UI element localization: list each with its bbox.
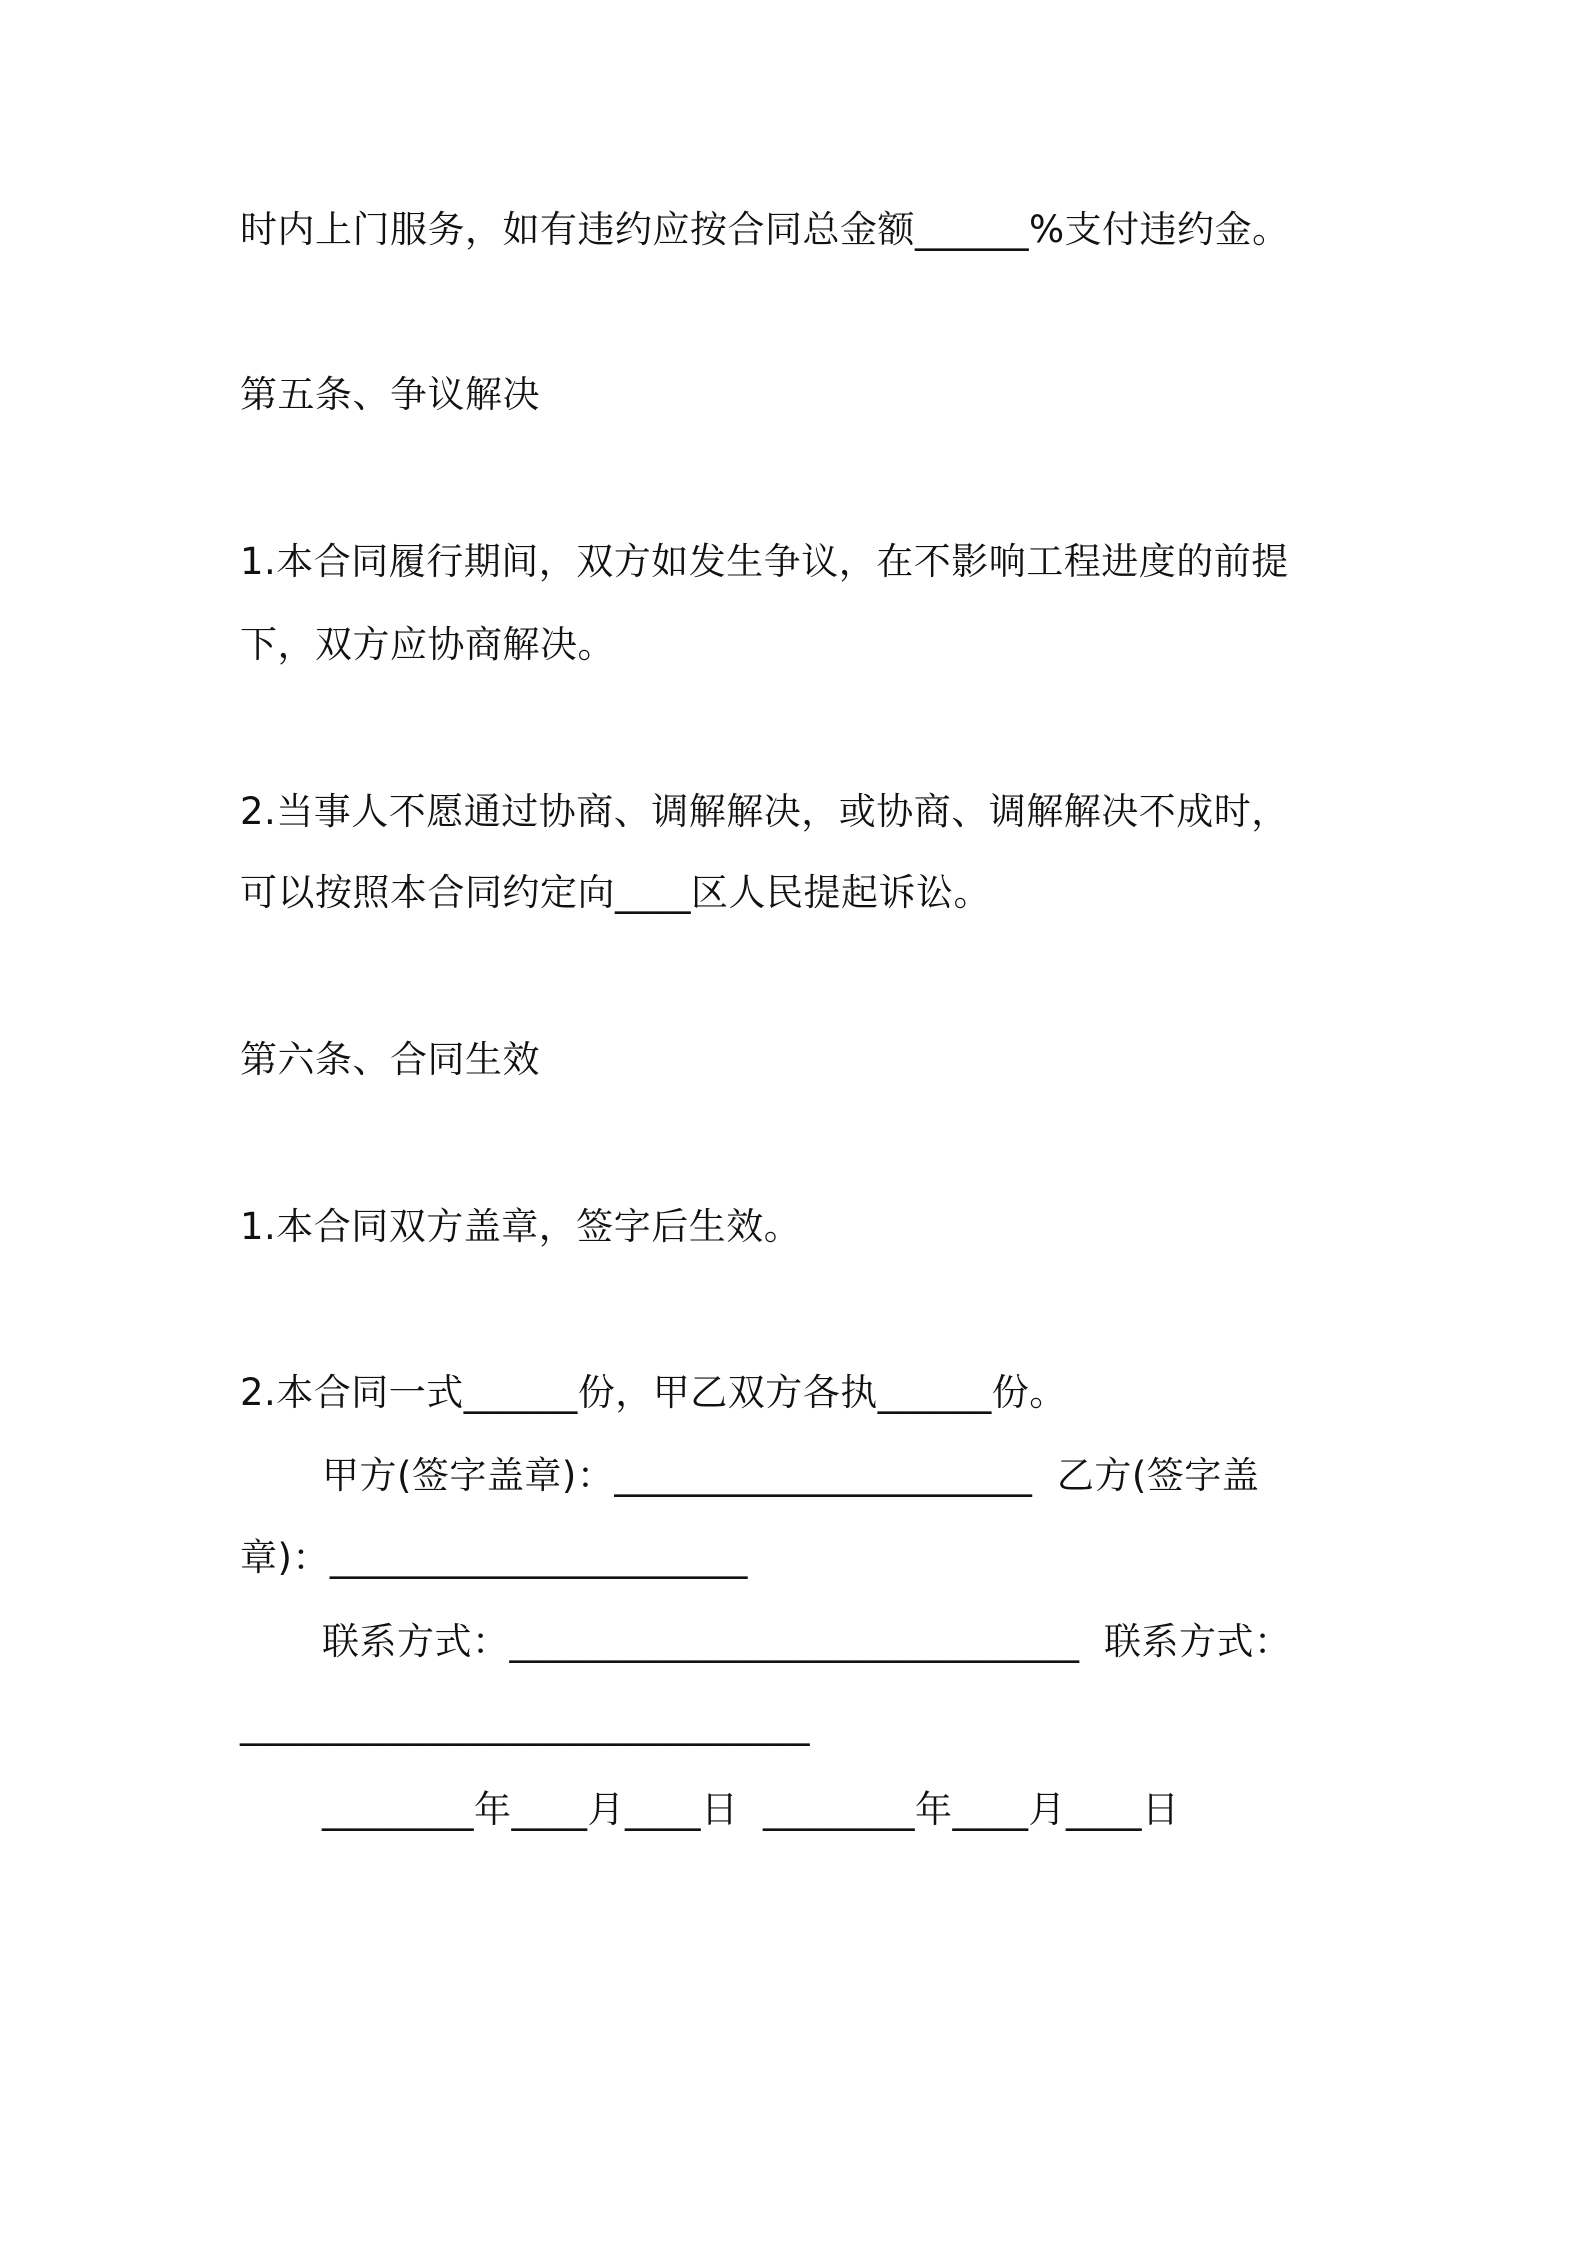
contact-info-line-2: ______________________________ — [240, 1703, 810, 1746]
article-6-item-2: 2.本合同一式______份，甲乙双方各执______份。 — [240, 1371, 1067, 1414]
article-5-item-2-line-1: 2.当事人不愿通过协商、调解解决，或协商、调解解决不成时， — [240, 790, 1289, 833]
article-5-item-2-line-2: 可以按照本合同约定向____区人民提起诉讼。 — [240, 871, 991, 914]
contact-info-line-1: 联系方式：______________________________ 联系方式： — [322, 1620, 1292, 1663]
party-signature-line-2: 章)：______________________ — [240, 1536, 748, 1579]
signing-date-line: ________年____月____日 ________年____月____日 — [322, 1788, 1180, 1831]
party-signature-line-1: 甲方(签字盖章)：______________________ 乙方(签字盖 — [322, 1454, 1260, 1497]
article-5-item-1-line-1: 1.本合同履行期间，双方如发生争议，在不影响工程进度的前提 — [240, 540, 1289, 583]
article-5-item-1-line-2: 下，双方应协商解决。 — [240, 623, 615, 666]
article-6-item-1: 1.本合同双方盖章，签字后生效。 — [240, 1205, 802, 1248]
clause-4-text-continued: 时内上门服务，如有违约应按合同总金额______%支付违约金。 — [240, 208, 1290, 251]
article-5-heading: 第五条、争议解决 — [240, 373, 540, 416]
article-6-heading: 第六条、合同生效 — [240, 1038, 540, 1081]
